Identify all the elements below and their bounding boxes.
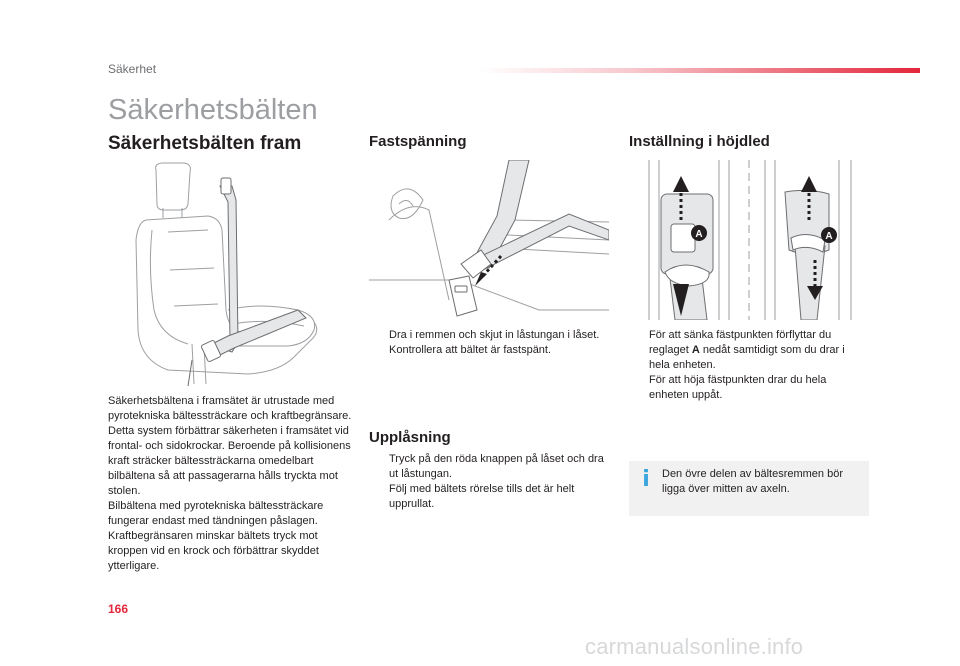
marker-a-left: A (695, 229, 703, 240)
seat-belt-illustration (108, 160, 353, 390)
marker-a-right: A (825, 231, 833, 242)
front-paragraph: Detta system förbättrar säkerheten i framsätet vid frontal- och sidokrockar. Beroende på kollisionens kraft sträcker bältessträckarna omedelbart bilbältena så att passagerarna hålls tryckta mot stolen. (108, 425, 351, 497)
front-paragraph: Kraftbegränsaren minskar bältets tryck mot kroppen vid en krock och förbättrar skyddet ytterligare. (108, 530, 319, 572)
list-item (369, 328, 609, 343)
header-accent-bar (480, 68, 920, 73)
page-number: 166 (108, 602, 129, 616)
list-item (369, 482, 609, 512)
control-a-label: A (691, 344, 700, 356)
page-title: Säkerhetsbälten (108, 94, 318, 126)
unlocking-steps (369, 452, 609, 512)
list-item-text: Kontrollera att bältet är fastspänt. (389, 344, 552, 356)
list-item (369, 452, 609, 482)
list-item-text: Tryck på den röda knappen på låset och dra ut låstungan. (389, 453, 604, 480)
heading-fastening: Fastspänning (369, 133, 467, 150)
height-adjustment-steps (629, 328, 859, 403)
height-adjustment-illustration (629, 160, 869, 320)
buckle-illustration (369, 160, 609, 320)
list-item-text: För att höja fästpunkten drar du hela enheten uppåt. (649, 374, 827, 401)
watermark: carmanualsonline.info (585, 634, 804, 659)
list-item-text: För att sänka fästpunkten förflyttar du reglaget (649, 329, 832, 356)
list-item-text: nedåt samtidigt som du drar i hela enheten. (649, 344, 845, 371)
list-item-text: Följ med bältets rörelse tills det är helt upprullat. (389, 483, 575, 510)
info-icon: i (642, 467, 650, 492)
heading-front-belts: Säkerhetsbälten fram (108, 133, 302, 154)
front-paragraph: Säkerhetsbältena i framsätet är utrustade med pyrotekniska bältessträckare och kraftbegränsare. (108, 395, 352, 422)
fastening-steps (369, 328, 609, 358)
section-label: Säkerhet (108, 62, 157, 76)
list-item (369, 343, 609, 358)
info-note-text: Den övre delen av bältesremmen bör ligga över mitten av axeln. (662, 468, 843, 495)
front-belts-description (108, 394, 353, 574)
heading-unlocking: Upplåsning (369, 429, 451, 446)
info-note (629, 461, 869, 516)
list-item (629, 328, 859, 373)
front-paragraph: Bilbältena med pyrotekniska bältessträckare fungerar endast med tändningen påslagen. (108, 500, 324, 527)
list-item (629, 373, 859, 403)
heading-height-adjustment: Inställning i höjdled (629, 133, 770, 150)
list-item-text: Dra i remmen och skjut in låstungan i låset. (389, 329, 600, 341)
